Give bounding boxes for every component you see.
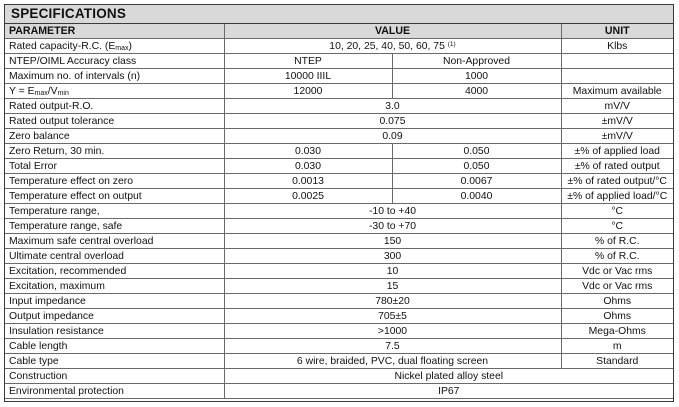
value-cell: 0.075 bbox=[224, 114, 561, 129]
unit-cell: ±mV/V bbox=[561, 129, 673, 144]
param-cell: Rated output tolerance bbox=[5, 114, 224, 129]
param-cell: Cable type bbox=[5, 354, 224, 369]
table-row bbox=[5, 84, 673, 99]
param-cell: Zero balance bbox=[5, 129, 224, 144]
unit-cell: Vdc or Vac rms bbox=[561, 279, 673, 294]
table-row bbox=[5, 144, 673, 159]
value-right-cell: 0.0040 bbox=[392, 189, 561, 204]
header-unit: UNIT bbox=[561, 24, 673, 39]
unit-cell: °C bbox=[561, 219, 673, 234]
unit-cell: ±mV/V bbox=[561, 114, 673, 129]
value-cell: >1000 bbox=[224, 324, 561, 339]
table-row bbox=[5, 114, 673, 129]
unit-cell: Mega-Ohms bbox=[561, 324, 673, 339]
table-row bbox=[5, 324, 673, 339]
param-cell: Output impedance bbox=[5, 309, 224, 324]
unit-cell: ±% of rated output bbox=[561, 159, 673, 174]
param-cell: Insulation resistance bbox=[5, 324, 224, 339]
value-right-cell: 0.050 bbox=[392, 144, 561, 159]
table-row bbox=[5, 309, 673, 324]
value-right-cell: 0.0067 bbox=[392, 174, 561, 189]
value-cell: 0.09 bbox=[224, 129, 561, 144]
param-cell: Excitation, maximum bbox=[5, 279, 224, 294]
specifications-title: SPECIFICATIONS bbox=[5, 5, 673, 24]
unit-cell: mV/V bbox=[561, 99, 673, 114]
unit-cell: Maximum available bbox=[561, 84, 673, 99]
value-cell: Nickel plated alloy steel bbox=[224, 369, 673, 384]
table-row bbox=[5, 54, 673, 69]
table-row bbox=[5, 264, 673, 279]
unit-cell: Ohms bbox=[561, 294, 673, 309]
unit-cell: % of R.C. bbox=[561, 249, 673, 264]
value-right-cell: Non-Approved bbox=[392, 54, 561, 69]
unit-cell: Ohms bbox=[561, 309, 673, 324]
value-cell: 10 bbox=[224, 264, 561, 279]
param-cell: NTEP/OIML Accuracy class bbox=[5, 54, 224, 69]
table-row bbox=[5, 234, 673, 249]
value-cell: 7.5 bbox=[224, 339, 561, 354]
value-cell: IP67 bbox=[224, 384, 673, 399]
table-row bbox=[5, 204, 673, 219]
param-cell: Ultimate central overload bbox=[5, 249, 224, 264]
footnote-marker: (1) bbox=[447, 40, 456, 48]
table-row bbox=[5, 189, 673, 204]
value-cell: -10 to +40 bbox=[224, 204, 561, 219]
table-row bbox=[5, 384, 673, 399]
table-row bbox=[5, 294, 673, 309]
param-cell: Cable length bbox=[5, 339, 224, 354]
table-row bbox=[5, 249, 673, 264]
unit-cell bbox=[561, 54, 673, 69]
table-row bbox=[5, 174, 673, 189]
value-cell: -30 to +70 bbox=[224, 219, 561, 234]
value-cell: 780±20 bbox=[224, 294, 561, 309]
param-cell: Maximum no. of intervals (n) bbox=[5, 69, 224, 84]
param-cell: Total Error bbox=[5, 159, 224, 174]
param-cell: Input impedance bbox=[5, 294, 224, 309]
value-cell: 705±5 bbox=[224, 309, 561, 324]
table-row bbox=[5, 39, 673, 54]
param-cell: Maximum safe central overload bbox=[5, 234, 224, 249]
value-right-cell: 0.050 bbox=[392, 159, 561, 174]
value-right-cell: 1000 bbox=[392, 69, 561, 84]
table-row bbox=[5, 219, 673, 234]
header-parameter: PARAMETER bbox=[5, 24, 224, 39]
value-cell: 3.0 bbox=[224, 99, 561, 114]
unit-cell: ±% of rated output/°C bbox=[561, 174, 673, 189]
value-left-cell: 0.030 bbox=[224, 159, 392, 174]
param-cell: Excitation, recommended bbox=[5, 264, 224, 279]
table-row bbox=[5, 369, 673, 384]
param-cell: Zero Return, 30 min. bbox=[5, 144, 224, 159]
param-cell: $Y = E_{max}/V_{min}$ bbox=[5, 84, 224, 99]
param-cell: Temperature range, bbox=[5, 204, 224, 219]
value-cell: 15 bbox=[224, 279, 561, 294]
table-row bbox=[5, 69, 673, 84]
unit-cell: Vdc or Vac rms bbox=[561, 264, 673, 279]
header-value: VALUE bbox=[224, 24, 561, 39]
table-row bbox=[5, 339, 673, 354]
table-row bbox=[5, 99, 673, 114]
param-cell: Rated output-R.O. bbox=[5, 99, 224, 114]
value-left-cell: 10000 IIIL bbox=[224, 69, 392, 84]
specifications-panel bbox=[4, 4, 674, 402]
table-row bbox=[5, 159, 673, 174]
param-cell: Construction bbox=[5, 369, 224, 384]
unit-cell: °C bbox=[561, 204, 673, 219]
value-cell: 150 bbox=[224, 234, 561, 249]
value-cell: 10, 20, 25, 40, 50, 60, 75 $^{(1)}$ bbox=[224, 39, 561, 54]
value-cell: 300 bbox=[224, 249, 561, 264]
param-cell: Rated capacity-R.C. $(E_{max})$ bbox=[5, 39, 224, 54]
param-cell: Temperature effect on zero bbox=[5, 174, 224, 189]
unit-cell: Klbs bbox=[561, 39, 673, 54]
unit-cell: m bbox=[561, 339, 673, 354]
unit-cell: Standard bbox=[561, 354, 673, 369]
unit-cell: ±% of applied load bbox=[561, 144, 673, 159]
value-left-cell: NTEP bbox=[224, 54, 392, 69]
param-cell: Environmental protection bbox=[5, 384, 224, 399]
value-left-cell: 0.030 bbox=[224, 144, 392, 159]
value-left-cell: 0.0013 bbox=[224, 174, 392, 189]
value-right-cell: 4000 bbox=[392, 84, 561, 99]
table-row bbox=[5, 129, 673, 144]
value-left-cell: 12000 bbox=[224, 84, 392, 99]
unit-cell bbox=[561, 69, 673, 84]
table-row bbox=[5, 354, 673, 369]
specifications-table bbox=[5, 24, 673, 399]
unit-cell: % of R.C. bbox=[561, 234, 673, 249]
param-cell: Temperature effect on output bbox=[5, 189, 224, 204]
table-row bbox=[5, 279, 673, 294]
value-left-cell: 0.0025 bbox=[224, 189, 392, 204]
unit-cell: ±% of applied load/°C bbox=[561, 189, 673, 204]
param-cell: Temperature range, safe bbox=[5, 219, 224, 234]
header-row bbox=[5, 24, 673, 39]
value-cell: 6 wire, braided, PVC, dual floating screen bbox=[224, 354, 561, 369]
